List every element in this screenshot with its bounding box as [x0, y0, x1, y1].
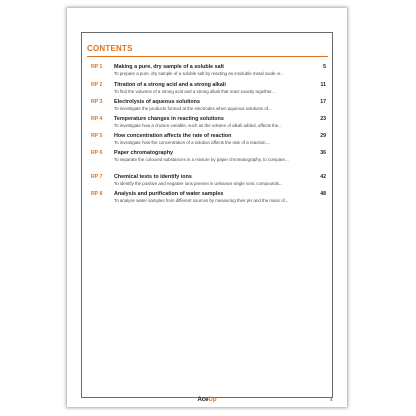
- toc-entry-page: 11: [320, 82, 326, 88]
- toc-entry-number: RP 8: [91, 191, 103, 197]
- toc-entry-page: 36: [320, 150, 326, 156]
- toc-entry-page: 48: [320, 191, 326, 197]
- toc-entry-rp5[interactable]: [87, 133, 328, 150]
- toc-entry-rp7[interactable]: [87, 174, 328, 191]
- document-page: [67, 8, 347, 407]
- toc-entry-description: To investigate how the concentration of a solution affects the rate of a reaction,...: [114, 140, 271, 145]
- toc-entry-title: Chemical tests to identify ions: [114, 174, 192, 180]
- logo-text-up: Up: [208, 397, 217, 403]
- toc-entry-page: 23: [320, 116, 326, 122]
- toc-entry-page: 29: [320, 133, 326, 139]
- toc-entry-description: To investigate how a chosen variable, such as the volume of alkali added, affects the...: [114, 123, 282, 128]
- toc-entry-rp1[interactable]: [87, 64, 328, 82]
- toc-entry-title: Analysis and purification of water samples: [114, 191, 224, 197]
- contents-heading: CONTENTS: [87, 44, 133, 53]
- heading-divider: [87, 56, 328, 57]
- toc-entry-title: Making a pure, dry sample of a soluble salt: [114, 64, 224, 70]
- toc-entry-rp8[interactable]: [87, 191, 328, 215]
- toc-entry-number: RP 1: [91, 64, 103, 70]
- toc-entry-number: RP 5: [91, 133, 103, 139]
- toc-entry-description: To identify the positive and negative ions present in unknown single ionic compounds...: [114, 181, 283, 186]
- aceup-logo: [67, 396, 347, 404]
- toc-entry-description: To investigate the products formed at the electrodes when aqueous solutions of...: [114, 106, 272, 111]
- toc-entry-description: To analyse water samples from different sources by measuring their pH and the mass of...: [114, 198, 289, 203]
- toc-entry-description: To prepare a pure, dry sample of a soluble salt by reacting an insoluble metal oxide or...: [114, 71, 284, 76]
- toc-entry-rp2[interactable]: [87, 82, 328, 99]
- toc-entry-title: Temperature changes in reacting solutions: [114, 116, 224, 122]
- toc-entry-number: RP 4: [91, 116, 103, 122]
- logo-text-ace: Ace: [197, 397, 209, 403]
- page-number: 4: [330, 397, 333, 402]
- toc-entry-title: Paper chromatography: [114, 150, 174, 156]
- toc-entry-page: 5: [323, 64, 326, 70]
- toc-entry-number: RP 2: [91, 82, 103, 88]
- toc-entry-number: RP 6: [91, 150, 103, 156]
- toc-entry-rp3[interactable]: [87, 99, 328, 116]
- toc-entry-number: RP 3: [91, 99, 103, 105]
- toc-entry-page: 17: [320, 99, 326, 105]
- toc-entry-rp4[interactable]: [87, 116, 328, 133]
- table-of-contents: [87, 64, 328, 215]
- toc-entry-title: Titration of a strong acid and a strong alkali: [114, 82, 226, 88]
- toc-entry-rp6[interactable]: [87, 150, 328, 174]
- toc-entry-page: 42: [320, 174, 326, 180]
- toc-entry-description: To find the volumes of a strong acid and a strong alkali that react exactly together...: [114, 89, 276, 94]
- toc-entry-description: To separate the coloured substances in a mixture by paper chromatography, to compare...: [114, 157, 289, 162]
- toc-entry-title: Electrolysis of aqueous solutions: [114, 99, 200, 105]
- toc-entry-number: RP 7: [91, 174, 103, 180]
- toc-entry-title: How concentration affects the rate of reaction: [114, 133, 232, 139]
